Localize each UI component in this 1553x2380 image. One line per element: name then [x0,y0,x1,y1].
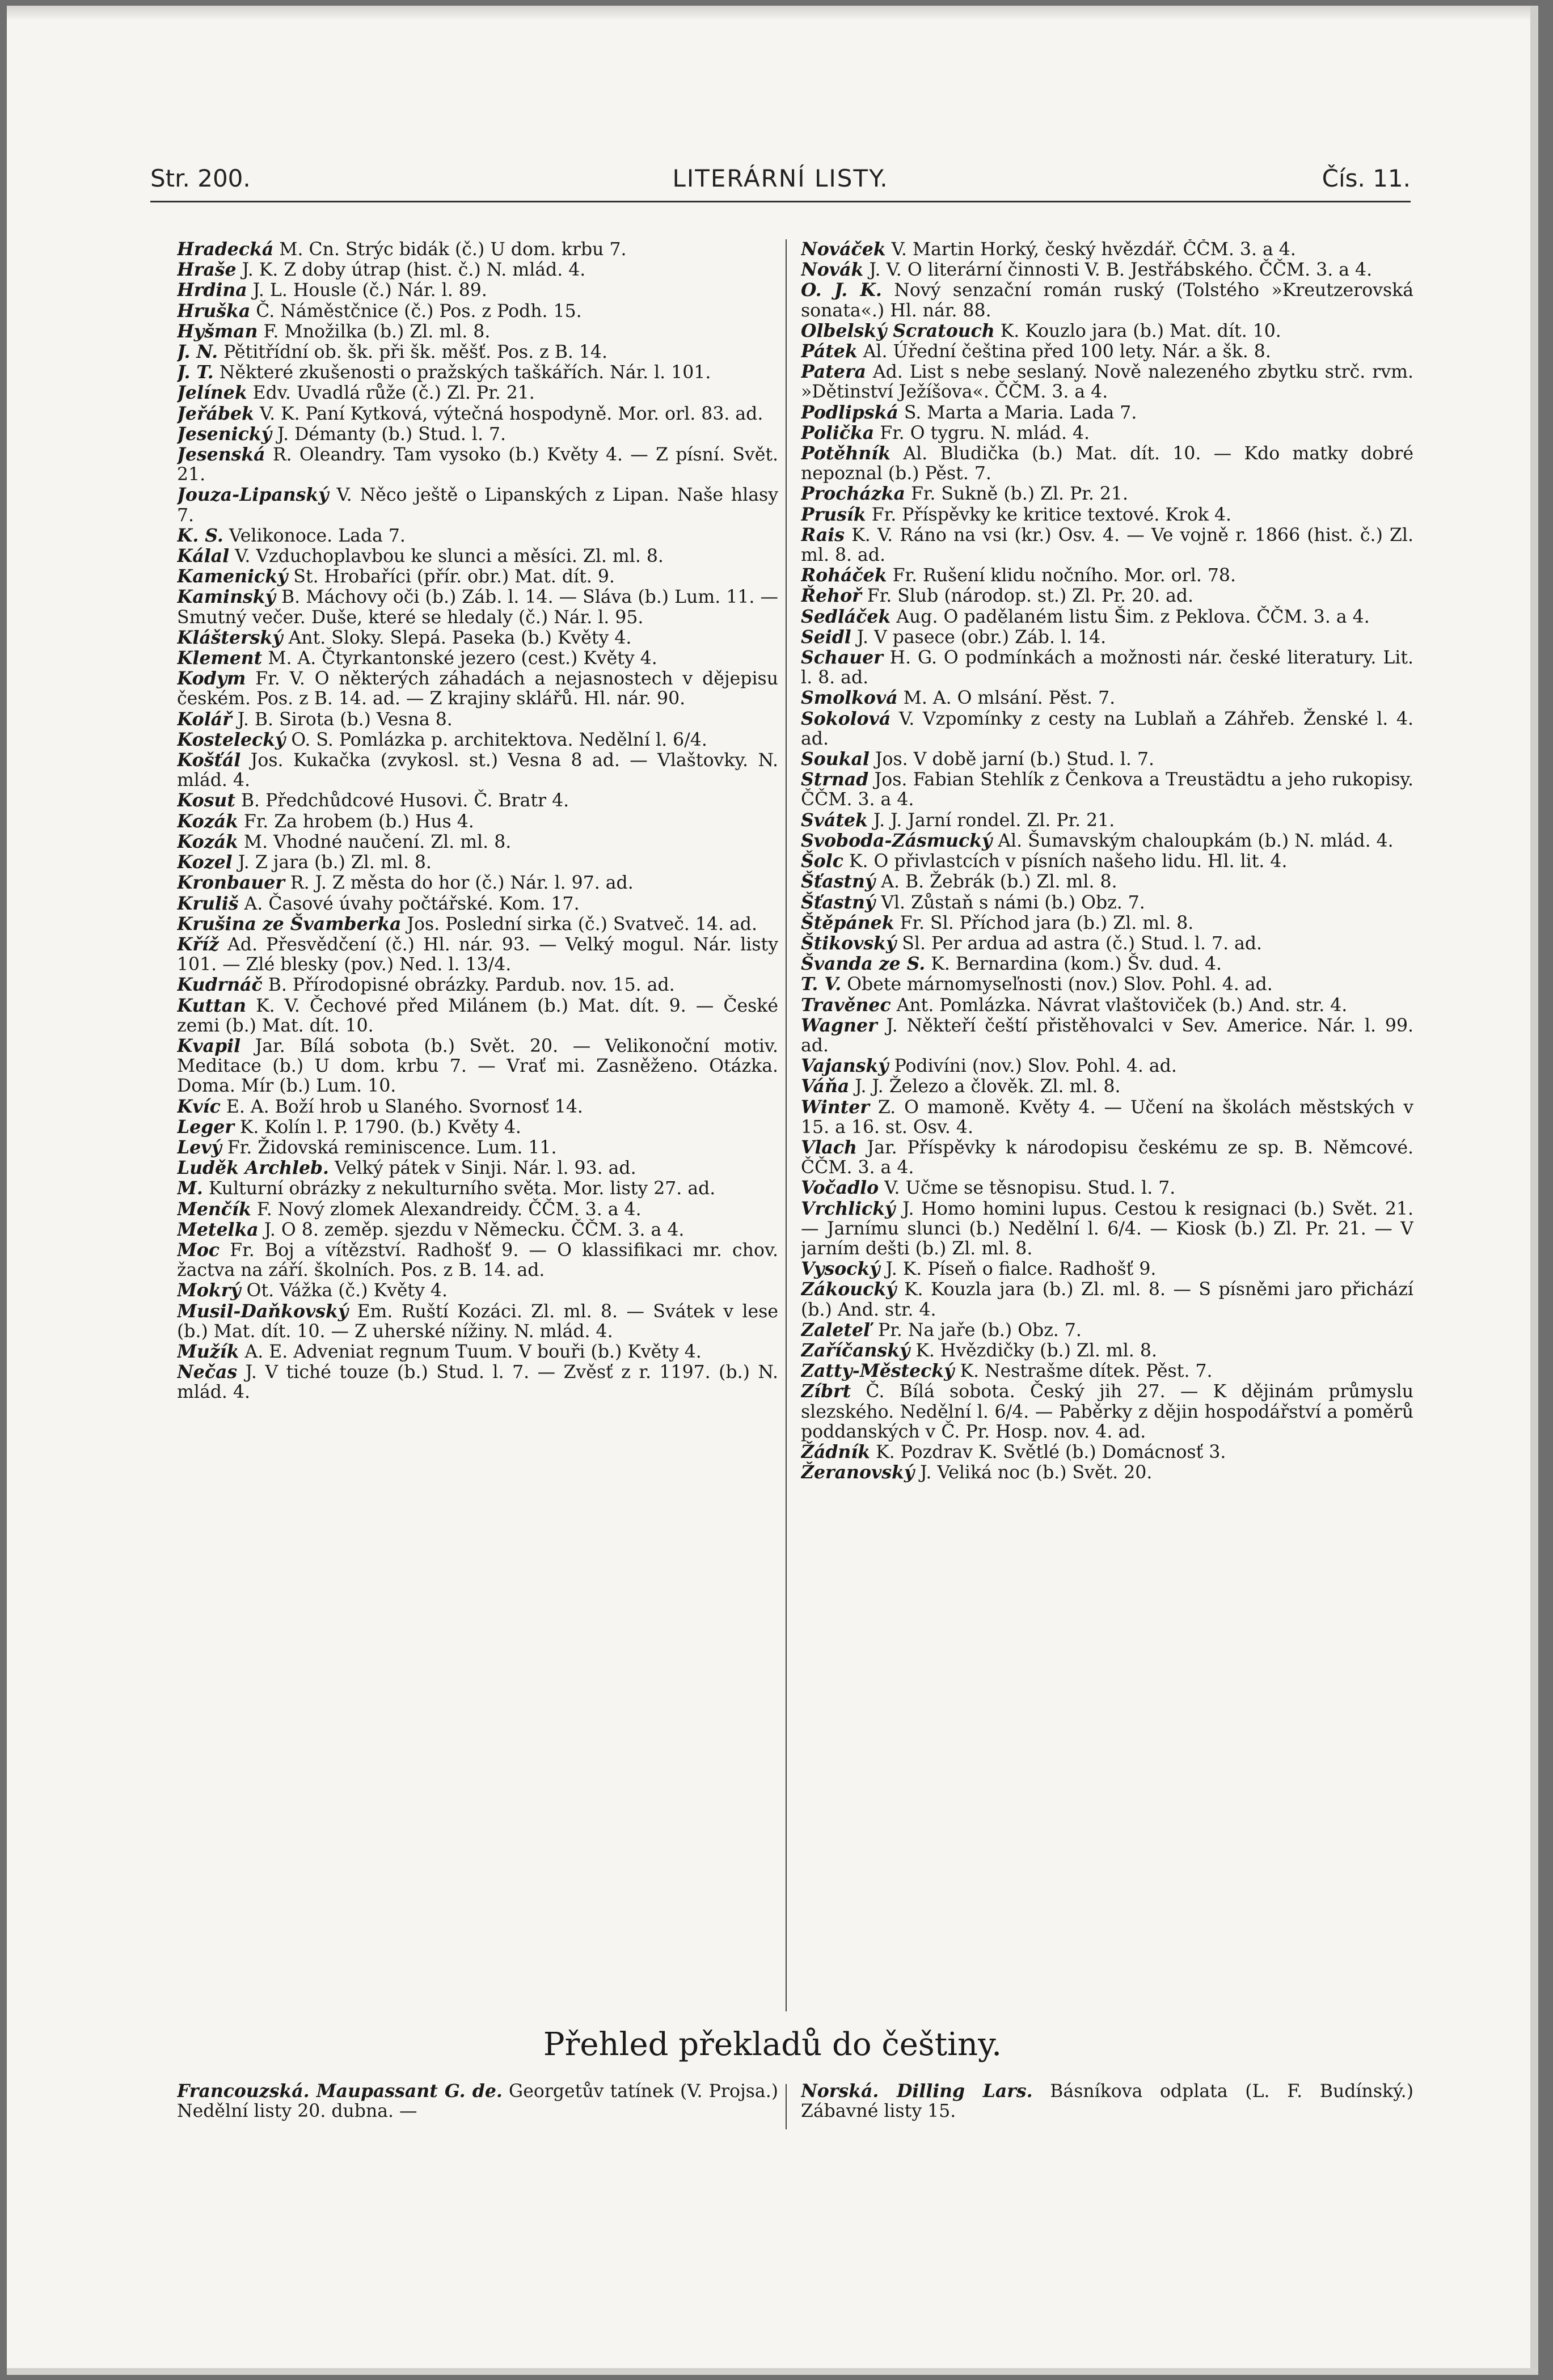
entry-author: Zaleteľ [801,1319,872,1341]
entry-text: J. B. Sirota (b.) Vesna 8. [237,709,453,730]
section-title: Přehled překladů do češtiny. [543,2026,1002,2063]
bibliography-entry [801,893,1413,913]
bibliography-entry [177,1342,778,1362]
bibliography-entry [177,1036,778,1097]
entry-author: Kálal [177,546,230,567]
entry-text: Nový senzační román ruský (Tolstého »Kreutzerovská sonata«.) Hl. nár. 88. [801,280,1413,321]
entry-text: Básníkova odplata (L. F. Budínský.) Zábavné listy 15. [801,2081,1413,2122]
entry-author: Kozel [177,852,233,873]
bibliography-entry [801,1178,1413,1198]
entry-text: Fr. Za hrobem (b.) Hus 4. [243,811,474,832]
bibliography-entry [177,730,778,750]
bibliography-entry [801,1138,1413,1178]
bibliography-entry [177,750,778,790]
entry-text: Ad. Přesvědčení (č.) Hl. nár. 93. — Velký mogul. Nár. listy 101. — Zlé blesky (pov.) Ned. l. 13/4. [177,934,778,975]
bibliography-entry [177,832,778,852]
entry-text: J. V tiché touze (b.) Stud. l. 7. — Zvěsť z r. 1197. (b.) N. mlád. 4. [177,1362,778,1403]
right-column [801,239,1413,2014]
scan-edge-bottom [7,2368,1538,2375]
bibliography-entry [177,322,778,342]
bibliography-entry [801,688,1413,708]
entry-author: Roháček [801,565,887,586]
entry-text: J. Démanty (b.) Stud. l. 7. [277,424,507,445]
entry-author: Klášterský [177,627,283,648]
bibliography-entry [801,586,1413,606]
entry-author: Jesenický [177,423,272,445]
bibliography-entry [801,995,1413,1016]
bibliography-entry [801,1279,1413,1320]
entry-text: Č. Bílá sobota. Český jih 27. — K dějinám průmyslu slezského. Nedělní l. 6/4. — Paběrky z dějin hospodářství a poměrů poddanských v Č. Pr. Hosp. nov. 4. ad. [801,1381,1413,1442]
entry-text: Ant. Sloky. Slepá. Paseka (b.) Květy 4. [288,627,632,648]
entry-author: Vrchlický [801,1198,896,1219]
bibliography-entry [177,975,778,995]
bibliography-entry [177,260,778,280]
bibliography-entry [801,933,1413,954]
entry-text: Ot. Vážka (č.) Květy 4. [246,1280,448,1301]
bibliography-entry [801,810,1413,831]
bibliography-entry [177,1362,778,1402]
bibliography-entry [801,403,1413,423]
translations-left-column [177,2081,778,2121]
entry-author: Šolc [801,851,843,872]
bibliography-entry [801,1056,1413,1076]
bibliography-entry [177,1097,778,1117]
entry-text: Fr. Slub (národop. st.) Zl. Pr. 20. ad. [867,586,1194,607]
bibliography-entry [177,935,778,975]
bibliography-entry [177,239,778,260]
entry-text: Podivíni (nov.) Slov. Pohl. 4. ad. [894,1056,1177,1077]
entry-author: T. V. [801,974,842,995]
bibliography-entry [177,1220,778,1240]
bibliography-entry [801,607,1413,627]
entry-text: K. V. Ráno na vsi (kr.) Osv. 4. — Ve vojně r. 1866 (hist. č.) Zl. ml. 8. ad. [801,525,1413,566]
entry-text: R. Oleandry. Tam vysoko (b.) Květy 4. — Z písní. Svět. 21. [177,445,778,485]
bibliography-entry [801,1341,1413,1361]
entry-author: Šťastný [801,891,876,913]
entry-author: Musil-Daňkovský [177,1300,349,1322]
entry-text: V. Martin Horký, český hvězdář. ČČM. 3. a 4. [891,239,1296,260]
bibliography-entry [801,872,1413,892]
entry-author: Váňa [801,1076,850,1097]
entry-author: Travěnec [801,994,891,1016]
entry-author: Hyšman [177,320,258,342]
bibliography-entry [177,1158,778,1178]
entry-text: Velký pátek v Sinji. Nár. l. 93. ad. [335,1158,636,1179]
bibliography-entry [801,484,1413,504]
entry-text: A. Časové úvahy počtářské. Kom. 17. [244,893,580,914]
entry-text: J. K. Z doby útrap (hist. č.) N. mlád. 4. [242,260,586,281]
entry-text: Ad. List s nebe seslaný. Nově nalezeného zbytku strč. rvm. »Dětinství Ježíšova«. ČČM. 3. a 4. [801,362,1413,403]
entry-author: Jelínek [177,382,247,404]
bibliography-entry [801,341,1413,362]
bibliography-entry [177,404,778,424]
bibliography-entry [801,974,1413,995]
entry-text: Jos. Fabian Stehlík z Čenkova a Treustädtu a jeho rukopisy. ČČM. 3. a 4. [801,770,1413,810]
entry-author: Švanda ze S. [801,953,926,975]
entry-author: Košťál [177,750,241,771]
entry-author: J. T. [177,362,214,383]
entry-author: Vajanský [801,1055,889,1077]
bibliography-entry [801,913,1413,933]
entry-author: Seidl [801,626,851,648]
bibliography-entry [177,1199,778,1220]
bibliography-entry [801,321,1413,341]
entry-text: Vl. Zůstaň s námi (b.) Obz. 7. [881,892,1145,913]
bibliography-entry [177,873,778,893]
bibliography-entry [801,1076,1413,1097]
entry-author: Smolková [801,687,898,709]
entry-text: Jos. V době jarní (b.) Stud. l. 7. [875,749,1155,770]
bibliography-entry [801,1442,1413,1462]
entry-author: Kozák [177,831,238,852]
entry-author: Jeřábek [177,403,254,424]
entry-author: Jesenská [177,444,265,466]
entry-author: Kvapil [177,1035,241,1056]
bibliography-entry [801,1016,1413,1056]
bibliography-entry [801,1320,1413,1341]
entry-text: J. Z jara (b.) Zl. ml. 8. [238,852,432,873]
bibliography-entry [177,628,778,648]
entry-text: Obete márnomyseľnosti (nov.) Slov. Pohl. 4. ad. [847,974,1273,995]
entry-author: Štikovský [801,932,897,954]
bibliography-entry [177,301,778,322]
entry-author: Menčík [177,1198,251,1220]
entry-text: J. V pasece (obr.) Záb. l. 14. [856,627,1107,648]
entry-author: J. N. [177,341,218,363]
entry-text: J. J. Železo a člověk. Zl. ml. 8. [855,1076,1121,1097]
bibliography-entry [177,1117,778,1138]
bibliography-entry [801,362,1413,402]
entry-author: Winter [801,1096,870,1118]
bibliography-entry [177,811,778,832]
entry-author: Nováček [801,239,886,260]
entry-text: Některé zkušenosti o pražských taškářích. Nár. l. 101. [219,362,711,383]
translations-column-divider [786,2084,787,2129]
entry-author: Levý [177,1136,222,1158]
entry-author: Šťastný [801,871,876,893]
entry-text: M. Cn. Strýc bidák (č.) U dom. krbu 7. [279,239,627,260]
bibliography-entry [801,648,1413,688]
entry-author: Francouzská. Maupassant G. de. [177,2081,503,2102]
entry-author: Soukal [801,749,870,770]
entry-text: M. Vhodné naučení. Zl. ml. 8. [243,831,512,852]
entry-author: Schauer [801,647,883,669]
bibliography-entry [801,831,1413,851]
entry-author: Kříž [177,933,219,955]
entry-author: Rais [801,524,845,546]
entry-author: Hrdina [177,280,247,301]
entry-author: Sokolová [801,708,891,729]
entry-text: Jos. Poslední sirka (č.) Svatveč. 14. ad. [407,914,757,935]
entry-text: K. Bernardina (kom.) Šv. dud. 4. [931,954,1222,975]
entry-author: Zaříčanský [801,1339,910,1361]
entry-author: Procházka [801,483,905,505]
journal-title: LITERÁRNÍ LISTY. [672,164,889,192]
entry-author: Patera [801,361,866,383]
bibliography-entry [801,851,1413,872]
entry-text: V. Vzduchoplavbou ke slunci a měsíci. Zl. ml. 8. [235,546,664,567]
entry-text: K. Hvězdičky (b.) Zl. ml. 8. [915,1340,1157,1361]
entry-text: A. E. Adveniat regnum Tuum. V bouři (b.) Květy 4. [244,1341,702,1362]
entry-author: Klement [177,648,263,669]
entry-author: Kosut [177,790,235,811]
entry-text: Fr. V. O některých záhadách a nejasnostech v dějepisu českém. Pos. z B. 14. ad. — Z krajiny sklářů. Hl. nár. 90. [177,669,778,709]
bibliography-entry [177,1280,778,1301]
entry-text: A. B. Žebrák (b.) Zl. ml. 8. [881,872,1117,893]
page-header [150,158,1411,202]
bibliography-entry [177,485,778,525]
entry-text: Z. O mamoně. Květy 4. — Učení na školách městských v 15. a 16. st. Osv. 4. [801,1097,1413,1138]
entry-text: Al. Bludička (b.) Mat. dít. 10. — Kdo matky dobré nepoznal (b.) Pěst. 7. [801,443,1413,484]
bibliography-entry [801,505,1413,525]
entry-text: J. J. Jarní rondel. Zl. Pr. 21. [873,810,1115,831]
bibliography-entry [177,852,778,873]
entry-text: Pětitřídní ob. šk. při šk. měšť. Pos. z B. 14. [223,342,607,363]
entry-text: Pr. Na jaře (b.) Obz. 7. [878,1320,1082,1341]
bibliography-entry [177,546,778,567]
bibliography-entry [801,954,1413,974]
bibliography-entry [801,239,1413,260]
entry-text: K. Kolín l. P. 1790. (b.) Květy 4. [239,1117,521,1138]
entry-author: Pátek [801,341,858,362]
bibliography-entry [801,749,1413,770]
bibliography-entry [177,280,778,301]
entry-text: M. A. Čtyrkantonské jezero (cest.) Květy 4. [268,648,657,669]
entry-text: H. G. O podmínkách a možnosti nár. české literatury. Lit. l. 8. ad. [801,648,1413,688]
entry-text: Georgetův tatínek (V. Projsa.) Nedělní listy 20. dubna. — [177,2081,778,2122]
entry-author: Nečas [177,1362,238,1383]
entry-text: K. Nestrašme dítek. Pěst. 7. [960,1361,1213,1382]
entry-text: B. Máchovy oči (b.) Záb. l. 14. — Sláva (b.) Lum. 11. — Smutný večer. Duše, které se hledaly (č.) Nár. l. 95. [177,587,778,628]
entry-text: Al. Šumavským chaloupkám (b.) N. mlád. 4. [998,830,1394,851]
entry-author: Vočadlo [801,1177,879,1199]
bibliography-entry [801,280,1413,320]
entry-text: O. S. Pomlázka p. architektova. Nedělní l. 6/4. [291,729,707,750]
bibliography-entry [177,2081,778,2121]
entry-author: Sedláček [801,606,891,627]
entry-author: Krušina ze Švamberka [177,913,402,935]
bibliography-entry [801,525,1413,565]
entry-author: Polička [801,422,875,443]
scan-edge-top [7,6,1538,20]
entry-text: St. Hrobaříci (přír. obr.) Mat. dít. 9. [293,567,615,587]
entry-text: Fr. Příspěvky ke kritice textové. Krok 4. [871,504,1232,525]
bibliography-entry [177,1138,778,1158]
bibliography-entry [801,443,1413,484]
entry-author: Mužík [177,1341,239,1362]
entry-author: Kruliš [177,893,239,914]
entry-text: K. Kouzla jara (b.) Zl. ml. 8. — S písněmi jaro přichází (b.) And. str. 4. [801,1279,1413,1320]
entry-author: Kronbauer [177,872,285,894]
entry-text: Aug. O padělaném listu Šim. z Peklova. ČČM. 3. a 4. [896,606,1370,627]
bibliography-entry [177,669,778,709]
bibliography-entry [177,342,778,362]
bibliography-entry [801,709,1413,749]
entry-author: Mokrý [177,1280,241,1301]
entry-author: Kolář [177,708,232,730]
entry-text: V. Něco ještě o Lipanských z Lipan. Naše hlasy 7. [177,485,778,526]
entry-text: F. Množilka (b.) Zl. ml. 8. [263,321,491,342]
entry-text: Fr. Rušení klidu nočního. Mor. orl. 78. [892,565,1236,586]
bibliography-entry [801,1097,1413,1138]
entry-text: Edv. Uvadlá růže (č.) Zl. Pr. 21. [252,383,535,404]
entry-author: Kvíc [177,1096,221,1117]
bibliography-entry [801,1381,1413,1442]
bibliography-entry [801,627,1413,648]
entry-author: Novák [801,259,864,281]
entry-text: Fr. Sl. Příchod jara (b.) Zl. ml. 8. [900,912,1194,933]
entry-author: Norská. Dilling Lars. [801,2081,1033,2102]
bibliography-entry [801,1462,1413,1483]
entry-author: Moc [177,1239,220,1261]
entry-text: Jar. Příspěvky k národopisu českému ze sp. B. Němcové. ČČM. 3. a 4. [801,1137,1413,1178]
bibliography-entry [177,362,778,383]
bibliography-entry [801,423,1413,443]
entry-text: V. Učme se těsnopisu. Stud. l. 7. [884,1178,1176,1199]
entry-author: Zatty-Městecký [801,1360,955,1382]
entry-text: J. K. Píseň o fialce. Radhošť 9. [885,1259,1157,1280]
entry-author: Leger [177,1116,234,1138]
entry-author: Kuttan [177,995,247,1016]
entry-text: Jos. Kukačka (zvykosl. st.) Vesna 8 ad. — Vlaštovky. N. mlád. 4. [177,750,778,791]
entry-author: Řehoř [801,585,862,607]
entry-text: B. Předchůdcové Husovi. Č. Bratr 4. [240,790,569,811]
entry-author: Potěhník [801,443,891,464]
entry-author: Metelka [177,1219,259,1240]
entry-author: Kostelecký [177,729,286,750]
entry-author: Svoboda-Zásmucký [801,830,993,851]
bibliography-entry [177,567,778,587]
page-number: Str. 200. [150,164,251,192]
entry-text: K. V. Čechové před Milánem (b.) Mat. dít. 9. — České zemi (b.) Mat. dít. 10. [177,995,778,1036]
entry-text: K. Pozdrav K. Světlé (b.) Domácnosť 3. [876,1441,1226,1462]
entry-author: Strnad [801,769,869,790]
entry-author: Prusík [801,504,866,525]
entry-author: Kudrnáč [177,974,263,996]
entry-text: K. O přivlastcích v písních našeho lidu. Hl. lit. 4. [849,851,1288,872]
bibliography-entry [801,2081,1413,2121]
bibliography-entry [801,1259,1413,1279]
entry-author: Hruška [177,300,251,322]
bibliography-entry [801,770,1413,810]
page-sheet [7,6,1538,2375]
entry-text: S. Marta a Maria. Lada 7. [904,402,1137,423]
entry-text: Fr. Židovská reminiscence. Lum. 11. [227,1137,557,1158]
entry-text: V. K. Paní Kytková, výtečná hospodyně. Mor. orl. 83. ad. [259,403,763,424]
entry-text: M. A. O mlsání. Pěst. 7. [903,688,1116,709]
entry-author: Vysocký [801,1258,880,1280]
entry-text: F. Nový zlomek Alexandreidy. ČČM. 3. a 4. [256,1199,642,1220]
entry-author: Wagner [801,1014,877,1036]
entry-author: M. [177,1178,203,1199]
entry-text: Sl. Per ardua ad astra (č.) Stud. l. 7. ad. [902,933,1263,954]
entry-text: Velikonoce. Lada 7. [229,525,406,546]
translations-right-column [801,2081,1413,2121]
bibliography-entry [801,260,1413,280]
entry-author: Zákoucký [801,1279,897,1300]
entry-author: Podlipská [801,401,898,423]
bibliography-entry [177,383,778,403]
bibliography-entry [177,445,778,485]
left-column [177,239,778,2014]
bibliography-entry [177,709,778,730]
bibliography-entry [177,894,778,914]
entry-author: Štěpánek [801,912,894,933]
entry-author: Vlach [801,1136,857,1158]
entry-author: Zíbrt [801,1381,851,1402]
entry-text: Em. Ruští Kozáci. Zl. ml. 8. — Svátek v lese (b.) Mat. dít. 10. — Z uherské nížiny. N. mlád. 4. [177,1301,778,1342]
entry-text: J. O 8. zeměp. sjezdu v Německu. ČČM. 3. a 4. [264,1219,685,1240]
bibliography-entry [177,1178,778,1199]
entry-text: Fr. Sukně (b.) Zl. Pr. 21. [910,484,1128,505]
bibliography-entry [177,424,778,445]
entry-text: J. V. O literární činnosti V. B. Jestřábského. ČČM. 3. a 4. [869,260,1373,281]
entry-author: Svátek [801,809,868,831]
entry-author: Luděk Archleb. [177,1157,330,1179]
bibliography-entry [177,587,778,627]
bibliography-entry [177,1240,778,1280]
entry-author: O. J. K. [801,280,882,301]
entry-text: J. Někteří čeští přistěhovalci v Sev. Americe. Nár. l. 99. ad. [801,1015,1413,1056]
entry-text: K. Kouzlo jara (b.) Mat. dít. 10. [1000,320,1281,341]
entry-author: Kamenický [177,566,288,587]
entry-author: Kodym [177,668,246,690]
entry-text: V. Vzpomínky z cesty na Lublaň a Záhřeb. Ženské l. 4. ad. [801,708,1413,749]
bibliography-entry [801,1199,1413,1259]
entry-author: Žeranovský [801,1462,915,1483]
column-divider [786,239,787,2011]
entry-author: Kozák [177,810,238,832]
bibliography-entry [177,996,778,1036]
entry-author: Jouza-Lipanský [177,484,329,506]
bibliography-entry [177,648,778,669]
entry-text: R. J. Z města do hor (č.) Nár. l. 97. ad. [290,873,634,894]
entry-author: K. S. [177,525,223,546]
bibliography-entry [177,1301,778,1342]
entry-author: Kaminský [177,586,276,608]
entry-text: Al. Úřední čeština před 100 lety. Nár. a šk. 8. [863,341,1271,362]
bibliography-entry [177,526,778,546]
entry-text: Jar. Bílá sobota (b.) Svět. 20. — Velikonoční motiv. Meditace (b.) U dom. krbu 7. — Vrať mi. Zasněženo. Otázka. Doma. Mír (b.) Lum. 10. [177,1035,778,1097]
entry-author: Žádník [801,1441,871,1462]
entry-text: Fr. O tygru. N. mlád. 4. [880,422,1090,443]
bibliography-entry [801,565,1413,586]
entry-text: B. Přírodopisné obrázky. Pardub. nov. 15. ad. [268,975,675,996]
entry-author: Hraše [177,259,237,281]
entry-text: E. A. Boží hrob u Slaného. Svornosť 14. [226,1096,583,1117]
bibliography-entry [801,1361,1413,1381]
entry-text: Kulturní obrázky z nekulturního světa. Mor. listy 27. ad. [208,1178,716,1199]
bibliography-entry [177,790,778,811]
entry-text: J. Homo homini lupus. Cestou k resignaci (b.) Svět. 21. — Jarnímu slunci (b.) Nedělní l. 6/4. — Kiosk (b.) Zl. Pr. 21. — V jarním dešti (b.) Zl. ml. 8. [801,1198,1413,1259]
entry-author: Olbelský Scratouch [801,320,995,341]
issue-number: Čís. 11. [1322,164,1411,192]
bibliography-entry [177,914,778,935]
entry-text: Ant. Pomlázka. Návrat vlaštoviček (b.) And. str. 4. [896,995,1348,1016]
entry-author: Hradecká [177,239,274,260]
entry-text: Fr. Boj a vítězství. Radhošť 9. — O klassifikaci mr. chov. žactva na září. školních. Pos. z B. 14. ad. [177,1240,778,1281]
scan-edge-right [1530,6,1538,2375]
entry-text: J. L. Housle (č.) Nár. l. 89. [252,280,487,301]
entry-text: Č. Náměstčnice (č.) Pos. z Podh. 15. [256,301,582,322]
entry-text: J. Veliká noc (b.) Svět. 20. [920,1462,1153,1483]
